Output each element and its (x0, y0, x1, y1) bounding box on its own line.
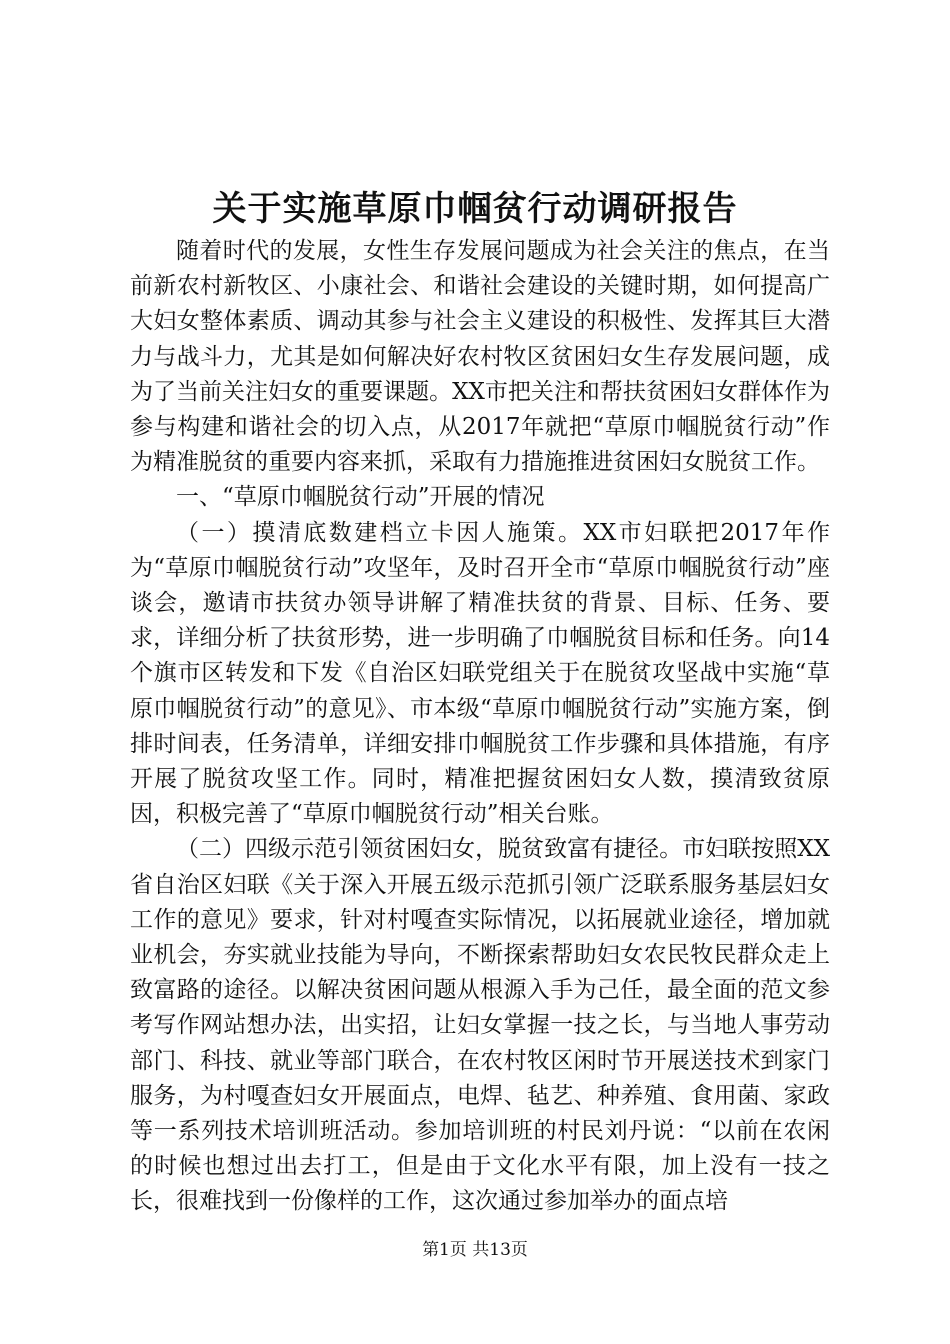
intro-paragraph: 随着时代的发展，女性生存发展问题成为社会关注的焦点，在当前新农村新牧区、小康社会、和谐社会建设的关键时期，如何提高广大妇女整体素质、调动其参与社会主义建设的积极性、发挥其巨大潜力与战斗力，尤其是如何解决好农村牧区贫困妇女生存发展问题，成为了当前关注妇女的重要课题。XX市把关注和帮扶贫困妇女群体作为参与构建和谐社会的切入点，从2017年就把“草原巾帼脱贫行动”作为精准脱贫的重要内容来抓，采取有力措施推进贫困妇女脱贫工作。 (130, 238, 830, 476)
subsection-1-paragraph: （一）摸清底数建档立卡因人施策。XX市妇联把2017年作为“草原巾帼脱贫行动”攻坚年，及时召开全市“草原巾帼脱贫行动”座谈会，邀请市扶贫办领导讲解了精准扶贫的背景、目标、任务、要求，详细分析了扶贫形势，进一步明确了巾帼脱贫目标和任务。向14个旗市区转发和下发《自治区妇联党组关于在脱贫攻坚战中实施“草原巾帼脱贫行动”的意见》、市本级“草原巾帼脱贫行动”实施方案，倒排时间表，任务清单，详细安排巾帼脱贫工作步骤和具体措施，有序开展了脱贫攻坚工作。同时，精准把握贫困妇女人数，摸清致贫原因，积极完善了“草原巾帼脱贫行动”相关台账。 (130, 519, 830, 828)
page-footer: 第1页 共13页 (422, 1240, 528, 1260)
subsection-2-paragraph: （二）四级示范引领贫困妇女，脱贫致富有捷径。市妇联按照XX省自治区妇联《关于深入开展五级示范抓引领广泛联系服务基层妇女工作的意见》要求，针对村嘎查实际情况，以拓展就业途径，增加就业机会，夯实就业技能为导向，不断探索帮助妇女农民牧民群众走上致富路的途径。以解决贫困问题从根源入手为己任，最全面的范文参考写作网站想办法，出实招，让妇女掌握一技之长，与当地人事劳动部门、科技、就业等部门联合，在农村牧区闲时节开展送技术到家门服务，为村嘎查妇女开展面点，电焊、毡艺、种养殖、食用菌、家政等一系列技术培训班活动。参加培训班的村民刘丹说：“以前在农闲的时候也想过出去打工，但是由于文化水平有限，加上没有一技之长，很难找到一份像样的工作，这次通过参加举办的面点培 (130, 836, 830, 1215)
section-heading: 一、“草原巾帼脱贫行动”开展的情况 (176, 484, 545, 511)
document-body (130, 234, 830, 1220)
document-title: 关于实施草原巾帼贫行动调研报告 (212, 189, 738, 229)
